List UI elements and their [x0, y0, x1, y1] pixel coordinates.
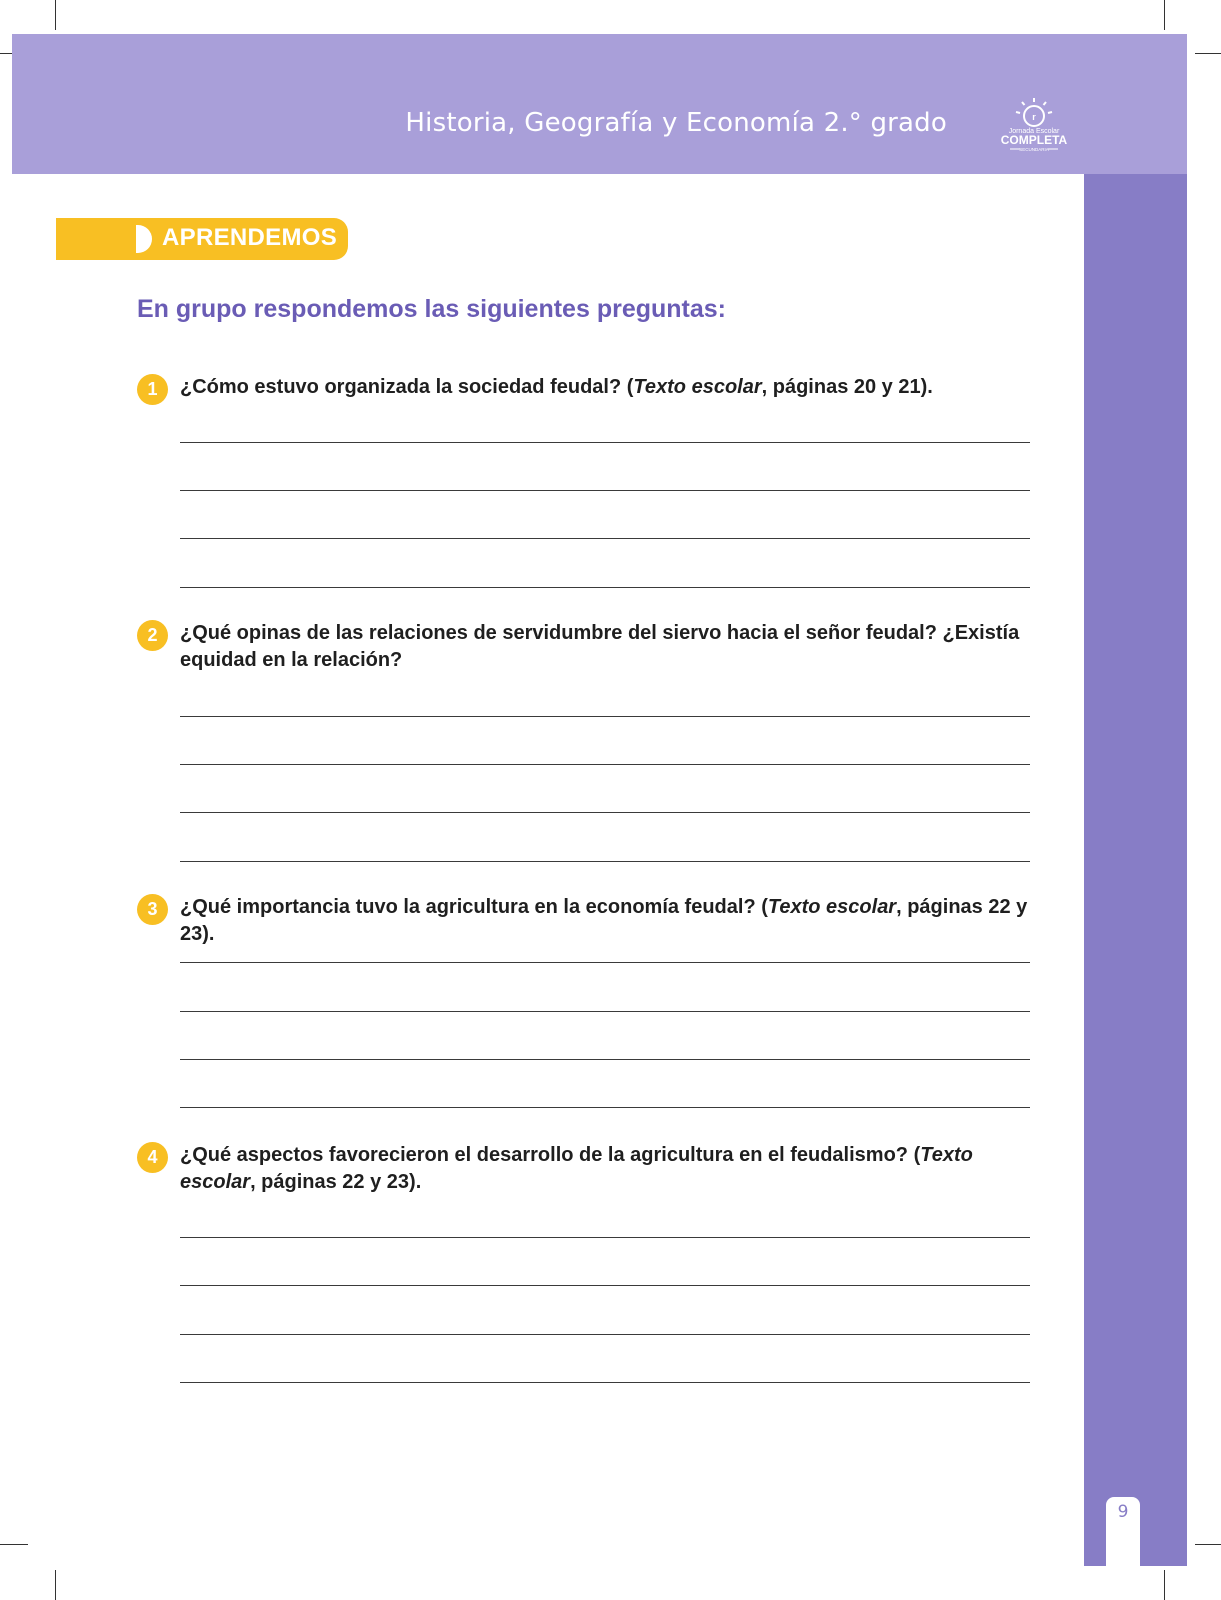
- answer-line[interactable]: [180, 1285, 1030, 1286]
- crop-mark-right-bottom: [1195, 1544, 1221, 1545]
- svg-text:r: r: [1032, 112, 1036, 122]
- answer-line[interactable]: [180, 1059, 1030, 1060]
- logo-text: Jornada Escolar: [1008, 128, 1060, 135]
- question-text-2: ¿Qué opinas de las relaciones de servidumbre del siervo hacia el señor feudal? ¿Existía equidad en la relación?: [180, 622, 1020, 671]
- question-text-4: ¿Qué aspectos favorecieron el desarrollo de la agricultura en el feudalismo? (Texto escolar, páginas 22 y 23).: [180, 1144, 973, 1193]
- instructions-heading: En grupo respondemos las siguientes preguntas:: [137, 295, 726, 323]
- logo-sub: SECUNDARIA: [1019, 147, 1049, 152]
- logo-brand: COMPLETA: [1000, 133, 1068, 147]
- answer-line[interactable]: [180, 1382, 1030, 1383]
- answer-line[interactable]: [180, 764, 1030, 765]
- question-text-3: ¿Qué importancia tuvo la agricultura en la economía feudal? (Texto escolar, páginas 22 y 23).: [180, 896, 1028, 945]
- question-number-3: 3: [137, 894, 168, 925]
- question-number-4: 4: [137, 1142, 168, 1173]
- answer-line[interactable]: [180, 442, 1030, 443]
- crop-mark-top-right: [1164, 0, 1165, 30]
- answer-line[interactable]: [180, 861, 1030, 862]
- answer-line[interactable]: [180, 587, 1030, 588]
- crop-mark-left-bottom: [0, 1544, 28, 1545]
- answer-line[interactable]: [180, 812, 1030, 813]
- answer-line[interactable]: [180, 962, 1030, 963]
- header-title: Historia, Geografía y Economía 2.° grado: [405, 108, 947, 138]
- answer-line[interactable]: [180, 538, 1030, 539]
- crop-mark-bottom-right: [1164, 1570, 1165, 1600]
- crop-mark-top-left: [55, 0, 56, 30]
- answer-line[interactable]: [180, 490, 1030, 491]
- answer-line[interactable]: [180, 1237, 1030, 1238]
- jornada-escolar-logo: [996, 96, 1078, 156]
- page-number: 9: [1117, 1502, 1129, 1522]
- crop-mark-right-top: [1195, 53, 1221, 54]
- question-number-1: 1: [137, 374, 168, 405]
- question-number-2: 2: [137, 620, 168, 651]
- question-text-1: ¿Cómo estuvo organizada la sociedad feudal? (Texto escolar, páginas 20 y 21).: [180, 376, 933, 398]
- answer-line[interactable]: [180, 1107, 1030, 1108]
- answer-line[interactable]: [180, 1334, 1030, 1335]
- section-label: APRENDEMOS: [162, 224, 338, 251]
- answer-line[interactable]: [180, 716, 1030, 717]
- right-sidebar: [1084, 174, 1187, 1566]
- crop-mark-bottom-left: [55, 1570, 56, 1600]
- answer-line[interactable]: [180, 1011, 1030, 1012]
